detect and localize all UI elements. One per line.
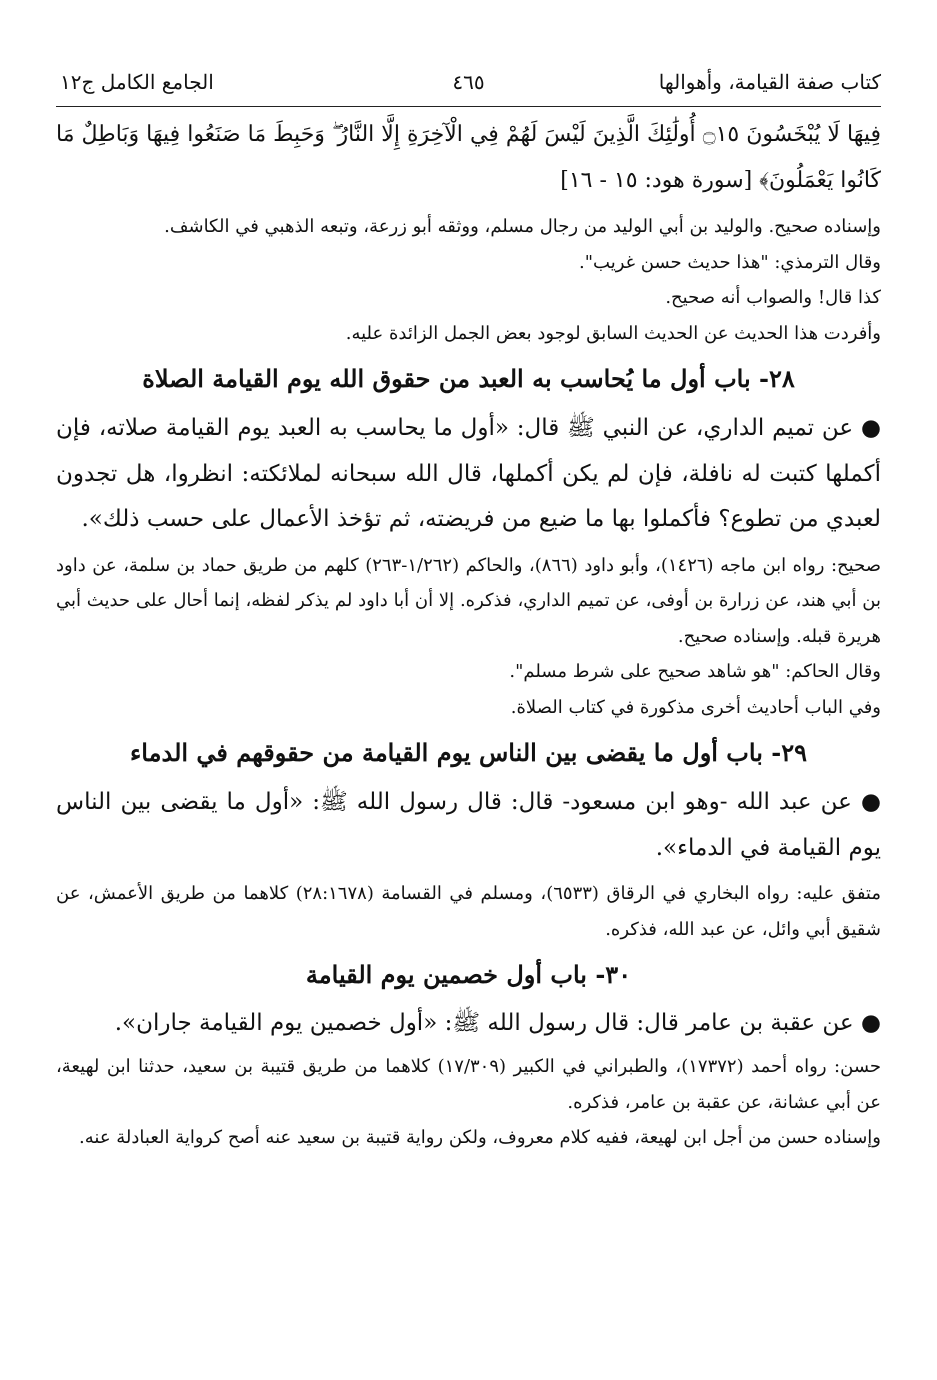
hadith-29: ● عن عبد الله -وهو ابن مسعود- قال: قال رسول الله ﷺ: «أول ما يقضى بين الناس يوم القيامة في الدماء». (56, 789, 881, 861)
isnad-grading-30: وإسناده حسن من أجل ابن لهيعة، ففيه كلام معروف، ولكن رواية قتيبة بن سعيد عنه أصح كرواية العبادلة عنه. (79, 1127, 881, 1148)
further-reference-28: وفي الباب أحاديث أخرى مذكورة في كتاب الصلاة. (510, 696, 881, 718)
commentary-tirmidhi: وقال الترمذي: "هذا حديث حسن غريب". (579, 251, 881, 273)
quran-verse: فِيهَا لَا يُبْخَسُونَ ۝١٥ أُولَٰئِكَ الَّذِينَ لَيْسَ لَهُمْ فِي الْآخِرَةِ إِلَّا النَّارُ ۖ وَحَبِطَ مَا صَنَعُوا فِيهَا وَبَاطِلٌ مَا كَانُوا يَعْمَلُونَ﴾ [سورة هود: ١٥ - ١٦] (56, 122, 881, 193)
chapter-heading-30: ٣٠- باب أول خصمين يوم القيامة (305, 960, 632, 989)
commentary-isnad: وإسناده صحيح. والوليد بن أبي الوليد من رجال مسلم، ووثقه أبو زرعة، وتبعه الذهبي في الكاشف. (164, 216, 881, 237)
hadith-28: ● عن تميم الداري، عن النبي ﷺ قال: «أول ما يحاسب به العبد يوم القيامة صلاته، فإن أكملها كتبت له نافلة، فإن لم يكن أكملها، قال الله سبحانه لملائكته: انظروا، هل تجدون لعبدي من تطوع؟ فأكملوا بها ما ضيع من فريضته، ثم تؤخذ الأعمال على حسب ذلك». (56, 415, 881, 532)
hadith-30: ● عن عقبة بن عامر قال: قال رسول الله ﷺ: «أول خصمين يوم القيامة جاران». (114, 1010, 881, 1036)
page-body (56, 112, 881, 1156)
page-number: ٤٦٥ (452, 70, 485, 94)
running-book-title: الجامع الكامل ج١٢ (60, 70, 214, 94)
chapter-heading-29: ٢٩- باب أول ما يقضى بين الناس يوم القيامة من حقوقهم في الدماء (130, 738, 807, 767)
takhrij-30: حسن: رواه أحمد (١٧٣٧٢)، والطبراني في الكبير (١٧/٣٠٩) كلاهما من طريق قتيبة بن سعيد، حدثنا ابن لهيعة، عن أبي عشانة، عن عقبة بن عامر، فذكره. (56, 1056, 882, 1113)
hakim-statement-28: وقال الحاكم: "هو شاهد صحيح على شرط مسلم". (509, 661, 881, 682)
commentary-separation: وأفردت هذا الحديث عن الحديث السابق لوجود بعض الجمل الزائدة عليه. (345, 322, 881, 344)
takhrij-29: متفق عليه: رواه البخاري في الرقاق (٦٥٣٣)، ومسلم في القسامة (٢٨:١٦٧٨) كلاهما من طريق الأعمش، عن شقيق أبي وائل، عن عبد الله، فذكره. (56, 883, 882, 940)
commentary-correction: كذا قال! والصواب أنه صحيح. (665, 287, 881, 308)
header-rule (56, 106, 881, 107)
takhrij-28: صحيح: رواه ابن ماجه (١٤٢٦)، وأبو داود (٨٦٦)، والحاكم (١/٢٦٢-٢٦٣) كلهم من طريق حماد بن سلمة، عن داود بن أبي هند، عن زرارة بن أوفى، عن تميم الداري، فذكره. إلا أن أبا داود لم يذكر لفظه، إنما أحال على حديث أبي هريرة قبله. وإسناده صحيح. (56, 554, 881, 647)
running-chapter-title: كتاب صفة القيامة، وأهوالها (658, 70, 881, 94)
chapter-heading-28: ٢٨- باب أول ما يُحاسب به العبد من حقوق الله يوم القيامة الصلاة (142, 364, 795, 393)
